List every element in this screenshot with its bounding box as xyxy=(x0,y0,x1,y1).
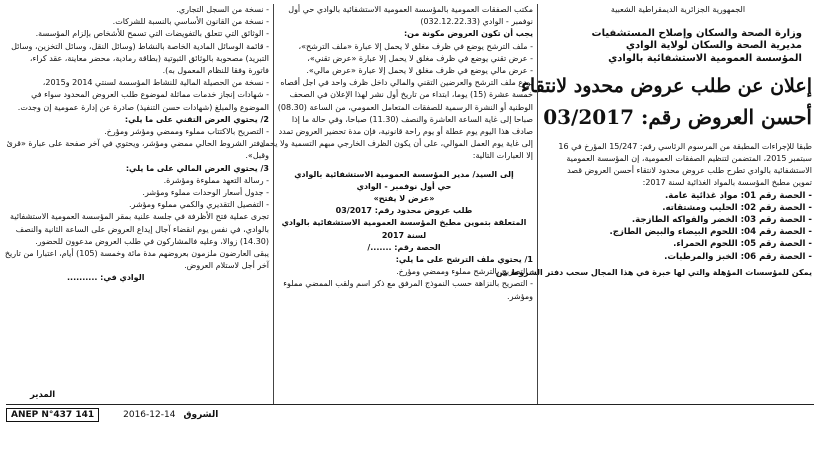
lot-item: - الحصة رقم 05: اللحوم الحمراء. xyxy=(673,239,812,250)
tender-subject: المتعلقة بتموين مطبخ المؤسسة العمومية الاستشفائية بالوادي xyxy=(281,218,527,228)
text-line: - قائمة الوسائل المادية الخاصة بالنشاط (وسائل النقل، وسائل التخزين، وسائل xyxy=(11,41,269,51)
ministry-line: وزارة الصحة والسكان وإصلاح المستشفيات xyxy=(591,28,802,40)
text-line: يودع ملف الترشح والعرضين التقني والمالي داخل ظرف واحد في اجل أقصاه xyxy=(280,78,533,88)
requirements-column xyxy=(4,4,274,404)
text-line: يجب أن تكون العروض مكونة من: xyxy=(403,29,533,39)
text-line: - التصريح بالنزاهة حسب النموذج المرفق مع ذكر اسم ولقب الممضي مملوء xyxy=(283,279,533,289)
intro-line: طبقا للإجراءات المطبقة من المرسوم الرئاسي رقم: 15/247 المؤرخ في 16 xyxy=(558,141,812,151)
text-line: بالوادي، في نفس يوم انقضاء آجال إيداع العروض على الساعة الثانية والنصف xyxy=(15,224,269,234)
signature-place-date: الوادي في: .......... xyxy=(67,273,145,283)
text-line: ومؤشر. xyxy=(507,291,533,301)
text-line: - نسخة من القانون الأساسي بالنسبة للشركات. xyxy=(112,17,269,27)
text-line: - رسالة التعهد مملوءة ومؤشرة. xyxy=(163,175,269,185)
addressee-line: إلى السيد/ مدير المؤسسة العمومية الاستشفائية بالوادي xyxy=(294,169,514,179)
intro-line: تموين مطبخ المؤسسة بالمواد الغذائية لسنة 2017: xyxy=(642,178,812,188)
headline-tender-number: أحسن العروض رقم: 03/2017 xyxy=(543,104,812,129)
lot-item: - الحصة رقم 06: الخبز والمرطبات. xyxy=(664,251,812,262)
text-line: - عرض تقني يوضع في ظرف مغلق لا يحمل إلا عبارة «عرض تقني»، xyxy=(307,53,533,63)
lot-item: - الحصة رقم 01: مواد غذائية عامة. xyxy=(665,190,812,201)
headline-tender: إعلان عن طلب عروض محدود لانتقاء xyxy=(520,74,812,97)
institution-line: المؤسسة العمومية الاستشفائية بالوادي xyxy=(608,52,802,64)
text-line: آخر أجل لاستلام العروض. xyxy=(184,261,269,271)
text-line: خمسة عشرة (15) يوما، ابتداء من تاريخ أول نشر لهذا الإعلان في الصحف xyxy=(289,90,533,100)
text-line: الموضوع والمبلغ (شهادات حسن التنفيذ) صادرة عن إدارة عمومية إن وجدت. xyxy=(17,102,269,112)
text-line: - التصريح بالترشح مملوء وممضي ومؤرخ. xyxy=(396,267,533,277)
text-line: صباحا إلى غاية الساعة العاشرة والنصف (11.30) صباحا، وفي حالة ما إذا xyxy=(291,114,533,124)
section-heading: 1/ يحتوي ملف الترشح على ما يلي: xyxy=(395,255,533,265)
text-line: الوطنية أو النشرة الرسمية للصفقات المتعامل العمومي، من الساعة (08.30) xyxy=(277,102,533,112)
intro-line: الاستشفائية بالوادي تطرح طلب عروض محدود لانتقاء أحسن العروض قصد xyxy=(567,166,812,176)
text-line: - عرض مالي يوضع في ظرف مغلق لا يحمل إلا عبارة «عرض مالي». xyxy=(306,66,533,76)
lot-item: - الحصة رقم 04: اللحوم البيضاء والبيض الطازج. xyxy=(609,227,812,238)
section-heading: 2/ يحتوي العرض التقني على ما يلي: xyxy=(124,114,269,124)
text-line: - جدول أسعار الوحدات مملوء ومؤشر. xyxy=(142,188,269,198)
text-line: - التصريح بالاكتتاب مملوء وممضي ومؤشر ومؤرخ. xyxy=(104,127,269,137)
addressee-address: حي أول نوفمبر - الوادي xyxy=(356,181,452,191)
text-line: - شهادات إنجاز خدمات مماثلة لموضوع طلب العروض المحدود سواء في xyxy=(31,90,269,100)
lots-list xyxy=(544,190,812,263)
text-line: فاتورة وفقا للنظام المعمول به). xyxy=(162,66,269,76)
text-line: - الوثائق التي تتعلق بالتفويضات التي تسمح للأشخاص بإلزام المؤسسة. xyxy=(35,29,269,39)
text-line: (14.30) زوالا، وعليه فالمشاركون في طلب العروض مدعوون للحضور. xyxy=(35,236,269,246)
lot-number-blank: الحصة رقم: ......./ xyxy=(367,242,441,252)
text-line: - نسخة من السجل التجاري. xyxy=(176,5,269,14)
publication-footer xyxy=(6,404,814,425)
text-line: - نسخة من الحصيلة المالية للنشاط المؤسسة لسنتي 2014 و2015، xyxy=(42,78,269,88)
text-line: وقبل». xyxy=(245,151,269,161)
anep-reference: ANEP N°437 141 xyxy=(6,408,99,422)
text-line: تجرى عملية فتح الأظرفة في جلسة علنية بمقر المؤسسة العمومية الاستشفائية xyxy=(10,212,269,222)
text-line: - التفصيل التقديري والكمي مملوء ومؤشر. xyxy=(129,200,269,210)
text-line: يبقى العارضون ملزمون بعروضهم مدة مائة وخمسة (105) أيام، اعتبارا من تاريخ xyxy=(4,249,269,259)
text-line: إلى غاية يوم العمل الموالي، على أن يكون الظرف الخارجي مبهم التسمية ولا يحمل xyxy=(259,139,533,149)
newspaper-name: الشروق xyxy=(183,410,219,420)
directorate-line: مديرية الصحة والسكان لولاية الوادي xyxy=(625,40,802,52)
do-not-open-label: «عرض لا يفتح» xyxy=(373,194,435,204)
tender-notice xyxy=(6,4,812,452)
text-line: صادف هذا اليوم يوم عطلة أو يوم راحة قانونية، فإن مدة تحضير العروض تمدد xyxy=(278,127,533,137)
tender-year: لسنة 2017 xyxy=(381,230,427,240)
section-heading: 3/ يحتوي العرض المالي على ما يلي: xyxy=(125,163,269,173)
text-line: - دفتر الشروط الحالي ممضي ومؤشر، ويحتوي في آخر صفحة على عبارة «قرئ xyxy=(6,139,269,149)
text-line: إلا العبارات التالية: xyxy=(472,151,533,161)
text-line: التبريد) مصحوبة بالوثائق الثبوتية (بطاقة رمادية، محضر معاينة، عقد كراء، xyxy=(29,53,269,63)
submission-column xyxy=(259,4,538,404)
lot-item: - الحصة رقم 03: الخضر والفواكه الطازجة. xyxy=(631,215,812,226)
text-line: - ملف الترشح يوضع في ظرف مغلق لا يحمل إلا عبارة «ملف الترشح»، xyxy=(298,41,533,51)
closing-line: يمكن للمؤسسات المؤهلة والتي لها خبرة في هذا المجال سحب دفتر الشروط من xyxy=(495,267,812,277)
text-line: مكتب الصفقات العمومية بالمؤسسة العمومية الاستشفائية بالوادي حي أول xyxy=(288,5,533,14)
intro-paragraph xyxy=(544,141,812,190)
republic-line: الجمهورية الجزائرية الديمقراطية الشعبية xyxy=(610,5,746,14)
lot-item: - الحصة رقم 02: الحليب ومشتقاته. xyxy=(662,202,812,213)
publication-date: 2016-12-14 xyxy=(123,410,176,420)
director-signature: المدير xyxy=(30,390,56,400)
intro-line: سبتمبر 2015، المتضمن لتنظيم الصفقات العمومية، إن المؤسسة العمومية xyxy=(566,154,812,164)
text-line: نوفمبر - الوادي (032.12.22.33) xyxy=(420,17,533,27)
tender-reference: طلب عروض محدود رقم: 03/2017 xyxy=(335,206,473,216)
